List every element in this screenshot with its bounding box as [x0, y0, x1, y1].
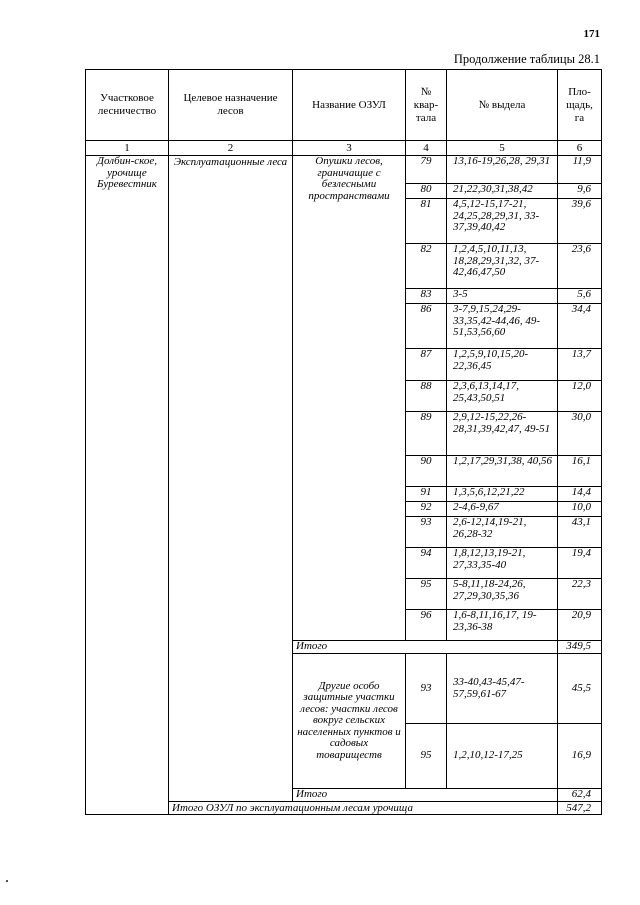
ozul-name-cell: Опушки лесов, граничащие с безлесными пространствами: [293, 156, 406, 641]
plots-cell: 1,2,17,29,31,38, 40,56: [447, 456, 558, 487]
header-number: 3: [293, 141, 406, 156]
area-cell: 39,6: [558, 199, 602, 244]
scan-mark: [6, 880, 8, 882]
header-number: 1: [86, 141, 169, 156]
purpose-cell: Эксплуатационные леса: [169, 156, 293, 802]
plots-cell: 2,9,12-15,22,26- 28,31,39,42,47, 49-51: [447, 412, 558, 456]
subtotal-label: Итого: [293, 789, 558, 802]
area-cell: 14,4: [558, 487, 602, 502]
ozul-name-cell: Другие особо защитные участки лесов: участки лесов вокруг сельских населенных пунктов и садовых товариществ: [293, 654, 406, 789]
area-cell: 34,4: [558, 304, 602, 349]
quarter-cell: 86: [406, 304, 447, 349]
quarter-cell: 91: [406, 487, 447, 502]
area-cell: 11,9: [558, 156, 602, 184]
header-plot: № выдела: [447, 70, 558, 141]
plots-cell: 1,6-8,11,16,17, 19-23,36-38: [447, 610, 558, 641]
area-cell: 22,3: [558, 579, 602, 610]
header-number: 2: [169, 141, 293, 156]
quarter-cell: 94: [406, 548, 447, 579]
ozul-table: [85, 69, 602, 815]
header-purpose: Целевое назначение лесов: [169, 70, 293, 141]
plots-cell: 1,2,10,12-17,25: [447, 724, 558, 789]
plots-cell: 2,6-12,14,19-21, 26,28-32: [447, 517, 558, 548]
header-ozul-name: Название ОЗУЛ: [293, 70, 406, 141]
header-forestry: Участковое лесничество: [86, 70, 169, 141]
header-number: 5: [447, 141, 558, 156]
plots-cell: 2,3,6,13,14,17, 25,43,50,51: [447, 381, 558, 412]
grand-total-value: 547,2: [558, 802, 602, 815]
plots-cell: 1,8,12,13,19-21, 27,33,35-40: [447, 548, 558, 579]
quarter-cell: 90: [406, 456, 447, 487]
quarter-cell: 95: [406, 724, 447, 789]
plots-cell: 1,2,4,5,10,11,13, 18,28,29,31,32, 37-42,46,47,50: [447, 244, 558, 289]
quarter-cell: 93: [406, 517, 447, 548]
header-area: Пло-щадь, га: [558, 70, 602, 141]
quarter-cell: 96: [406, 610, 447, 641]
table-continuation-title: Продолжение таблицы 28.1: [453, 52, 600, 66]
quarter-cell: 89: [406, 412, 447, 456]
header-quarter: № квар-тала: [406, 70, 447, 141]
area-cell: 9,6: [558, 184, 602, 199]
plots-cell: 33-40,43-45,47- 57,59,61-67: [447, 654, 558, 724]
plots-cell: 3-5: [447, 289, 558, 304]
plots-cell: 1,3,5,6,12,21,22: [447, 487, 558, 502]
subtotal-value: 62,4: [558, 789, 602, 802]
area-cell: 5,6: [558, 289, 602, 304]
quarter-cell: 81: [406, 199, 447, 244]
quarter-cell: 92: [406, 502, 447, 517]
plots-cell: 2-4,6-9,67: [447, 502, 558, 517]
area-cell: 45,5: [558, 654, 602, 724]
subtotal-label: Итого: [293, 641, 558, 654]
area-cell: 16,1: [558, 456, 602, 487]
quarter-cell: 95: [406, 579, 447, 610]
area-cell: 10,0: [558, 502, 602, 517]
area-cell: 43,1: [558, 517, 602, 548]
header-number: 6: [558, 141, 602, 156]
quarter-cell: 79: [406, 156, 447, 184]
area-cell: 30,0: [558, 412, 602, 456]
area-cell: 19,4: [558, 548, 602, 579]
area-cell: 23,6: [558, 244, 602, 289]
plots-cell: 5-8,11,18-24,26, 27,29,30,35,36: [447, 579, 558, 610]
plots-cell: 3-7,9,15,24,29- 33,35,42-44,46, 49-51,53,56,60: [447, 304, 558, 349]
forestry-cell: Долбин-ское, урочище Буревестник: [86, 156, 169, 815]
quarter-cell: 80: [406, 184, 447, 199]
quarter-cell: 82: [406, 244, 447, 289]
plots-cell: 13,16-19,26,28, 29,31: [447, 156, 558, 184]
page-number: 171: [583, 28, 600, 40]
quarter-cell: 83: [406, 289, 447, 304]
header-number: 4: [406, 141, 447, 156]
plots-cell: 4,5,12-15,17-21, 24,25,28,29,31, 33-37,39,40,42: [447, 199, 558, 244]
plots-cell: 1,2,5,9,10,15,20- 22,36,45: [447, 349, 558, 381]
plots-cell: 21,22,30,31,38,42: [447, 184, 558, 199]
area-cell: 13,7: [558, 349, 602, 381]
area-cell: 16,9: [558, 724, 602, 789]
area-cell: 20,9: [558, 610, 602, 641]
area-cell: 12,0: [558, 381, 602, 412]
quarter-cell: 93: [406, 654, 447, 724]
quarter-cell: 87: [406, 349, 447, 381]
quarter-cell: 88: [406, 381, 447, 412]
subtotal-value: 349,5: [558, 641, 602, 654]
grand-total-label: Итого ОЗУЛ по эксплуатационным лесам урочища: [169, 802, 558, 815]
